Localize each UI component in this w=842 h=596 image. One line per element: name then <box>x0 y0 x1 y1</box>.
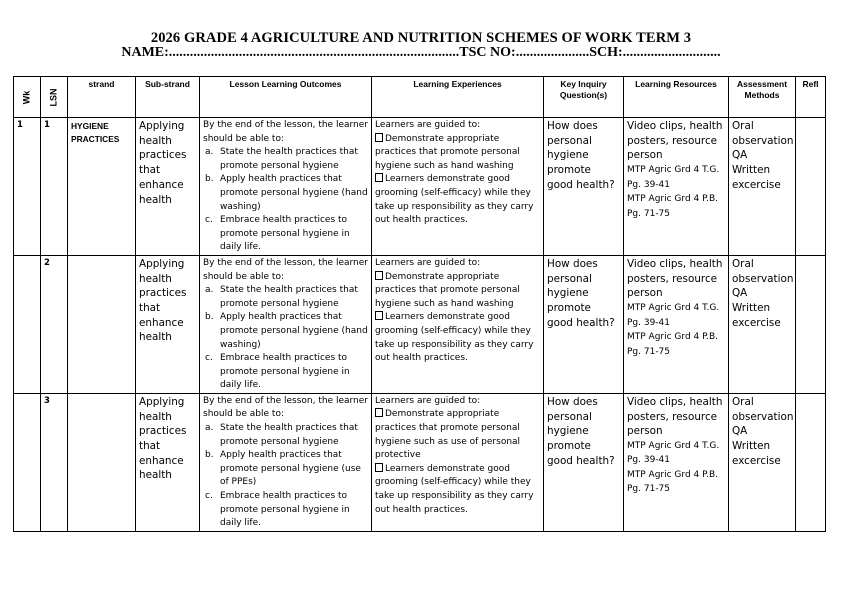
strand-cell <box>68 393 136 531</box>
resources-main: Video clips, health posters, resource person <box>627 120 723 162</box>
resource-ref: MTP Agric Grd 4 P.B. Pg. 71-75 <box>627 332 719 357</box>
outcome-item: c. Embrace health practices to promote personal hygiene in daily life. <box>205 491 350 529</box>
outcomes-intro: By the end of the lesson, the learner should be able to: <box>203 120 368 144</box>
col-header-assessment: Assessment Methods <box>729 77 796 118</box>
experiences-intro: Learners are guided to: <box>375 120 481 130</box>
resource-ref: MTP Agric Grd 4 T.G. Pg. 39-41 <box>627 440 720 466</box>
assessment-item: Written excercise <box>732 164 781 191</box>
resource-ref: MTP Agric Grd 4 T.G. Pg. 39-41 <box>627 165 720 190</box>
document-title: 2026 GRADE 4 AGRICULTURE AND NUTRITION SCHEMES OF WORK TERM 3 <box>150 30 692 46</box>
resource-ref: MTP Agric Grd 4 P.B. Pg. 71-75 <box>627 194 719 219</box>
outcome-item: b. Apply health practices that promote personal hygiene (hand washing) <box>205 174 368 212</box>
table-row <box>14 255 826 393</box>
outcomes-intro: By the end of the lesson, the learner should be able to: <box>203 395 368 420</box>
lesson-cell: 3 <box>41 393 68 531</box>
outcomes-cell <box>200 118 372 256</box>
experience-item: Demonstrate appropriate practices that promote personal hygiene such as hand washing <box>375 133 520 171</box>
resource-ref: MTP Agric Grd 4 P.B. Pg. 71-75 <box>627 469 719 495</box>
checkbox-glyph-icon <box>375 173 383 182</box>
outcome-item: a. State the health practices that promote personal hygiene <box>205 285 358 309</box>
experience-item: Learners demonstrate good grooming (self-efficacy) while they take up responsibility as they carry out health practices. <box>375 312 534 364</box>
resources-main: Video clips, health posters, resource person <box>627 395 723 438</box>
assessment-item: Written excercise <box>732 302 781 329</box>
col-header-strand: strand <box>68 77 136 118</box>
assessment-item: QA <box>732 149 748 162</box>
checkbox-glyph-icon <box>375 408 383 417</box>
outcome-item: b. Apply health practices that promote personal hygiene (hand washing) <box>205 312 368 350</box>
assessment-cell <box>729 118 796 256</box>
experience-item: Learners demonstrate good grooming (self-efficacy) while they take up responsibility as they carry out health practices. <box>375 174 534 226</box>
assessment-cell <box>729 255 796 393</box>
col-header-resources: Learning Resources <box>624 77 729 118</box>
assessment-cell <box>729 393 796 531</box>
resource-ref: MTP Agric Grd 4 T.G. Pg. 39-41 <box>627 303 720 328</box>
col-header-experiences: Learning Experiences <box>372 77 544 118</box>
col-header-lsn: LSN <box>41 77 68 118</box>
experiences-cell <box>372 118 544 256</box>
strand-cell: HYGIENE PRACTICES <box>68 118 136 256</box>
assessment-item: Oral observation <box>732 257 794 285</box>
header-row <box>14 77 826 118</box>
table-row <box>14 393 826 531</box>
inquiry-cell: How does personal hygiene promote good health? <box>544 118 624 256</box>
outcomes-cell <box>200 393 372 531</box>
document-subtitle: NAME:...................................................................................TSC NO:.....................SCH:............................ <box>121 45 721 60</box>
col-header-inquiry: Key Inquiry Question(s) <box>544 77 624 118</box>
scheme-table <box>13 76 826 532</box>
outcome-item: a. State the health practices that promote personal hygiene <box>205 423 358 447</box>
col-header-outcomes: Lesson Learning Outcomes <box>200 77 372 118</box>
checkbox-glyph-icon <box>375 311 383 320</box>
experiences-intro: Learners are guided to: <box>375 395 481 406</box>
resources-main: Video clips, health posters, resource person <box>627 257 723 300</box>
col-header-wk: Wk <box>14 77 41 118</box>
assessment-item: Oral observation <box>732 120 794 147</box>
experiences-intro: Learners are guided to: <box>375 257 481 268</box>
assessment-item: Written excercise <box>732 439 781 467</box>
sub-strand-cell: Applying health practices that enhance health <box>136 118 200 256</box>
outcomes-list <box>203 284 368 393</box>
table-row <box>14 118 826 256</box>
experience-item: Learners demonstrate good grooming (self-efficacy) while they take up responsibility as they carry out health practices. <box>375 463 534 515</box>
experiences-cell <box>372 255 544 393</box>
week-cell: 1 <box>14 118 41 256</box>
reflection-cell <box>796 118 826 256</box>
inquiry-cell: How does personal hygiene promote good health? <box>544 255 624 393</box>
col-header-sub-strand: Sub-strand <box>136 77 200 118</box>
resources-cell <box>624 118 729 256</box>
reflection-cell <box>796 255 826 393</box>
week-cell <box>14 393 41 531</box>
reflection-cell <box>796 393 826 531</box>
assessment-item: Oral observation <box>732 395 794 423</box>
outcome-item: c. Embrace health practices to promote personal hygiene in daily life. <box>205 353 350 391</box>
strand-cell <box>68 255 136 393</box>
assessment-item: QA <box>732 425 748 438</box>
experience-item: Demonstrate appropriate practices that promote personal hygiene such as hand washing <box>375 271 520 309</box>
week-cell <box>14 255 41 393</box>
checkbox-glyph-icon <box>375 133 383 142</box>
outcomes-cell <box>200 255 372 393</box>
outcomes-intro: By the end of the lesson, the learner should be able to: <box>203 257 368 282</box>
outcomes-list <box>203 146 368 255</box>
inquiry-cell: How does personal hygiene promote good health? <box>544 393 624 531</box>
resources-cell <box>624 255 729 393</box>
checkbox-glyph-icon <box>375 463 383 472</box>
lesson-cell: 2 <box>41 255 68 393</box>
assessment-item: QA <box>732 287 748 300</box>
outcome-item: b. Apply health practices that promote personal hygiene (use of PPEs) <box>205 450 361 488</box>
sub-strand-cell: Applying health practices that enhance health <box>136 393 200 531</box>
experiences-cell <box>372 393 544 531</box>
experience-item: Demonstrate appropriate practices that promote personal hygiene such as use of personal protective <box>375 409 521 461</box>
checkbox-glyph-icon <box>375 271 383 280</box>
sub-strand-cell: Applying health practices that enhance health <box>136 255 200 393</box>
outcome-item: a. State the health practices that promote personal hygiene <box>205 147 358 171</box>
outcome-item: c. Embrace health practices to promote personal hygiene in daily life. <box>205 215 350 253</box>
col-header-reflection: Refl <box>796 77 826 118</box>
outcomes-list <box>203 422 368 531</box>
lesson-cell: 1 <box>41 118 68 256</box>
resources-cell <box>624 393 729 531</box>
